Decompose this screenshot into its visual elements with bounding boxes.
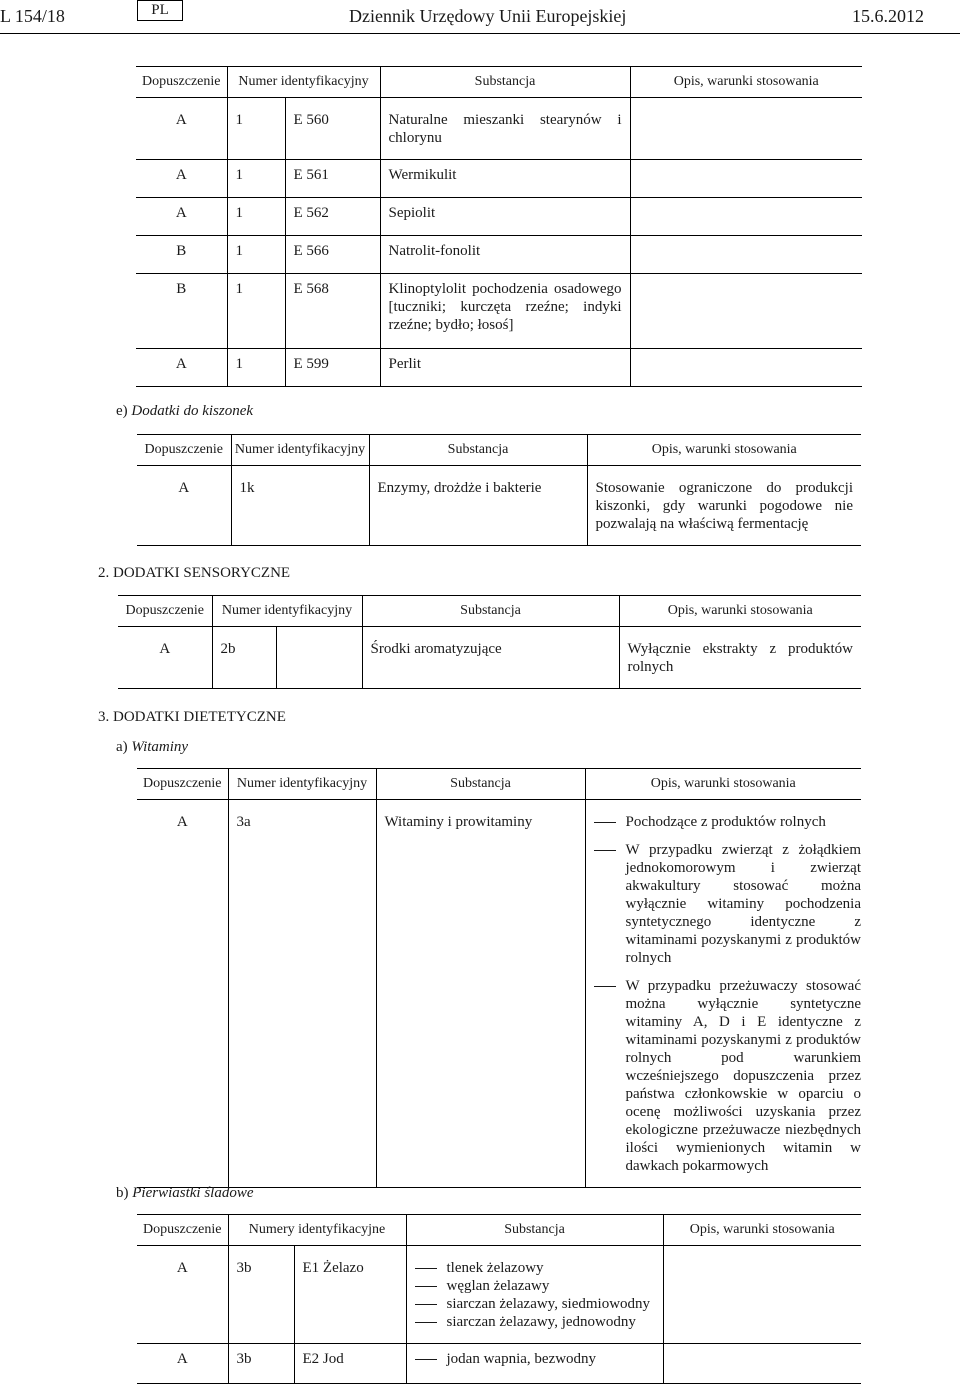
- cell-substance: [406, 1246, 663, 1344]
- cell-substance: Sepiolit: [380, 198, 630, 236]
- table-row: [137, 800, 861, 1188]
- cell-substance: Klinoptylolit pochodzenia osadowego [tuczniki; kurczęta rzeźne; indyki rzeźne; bydło; łosoś]: [380, 274, 630, 349]
- section-3b-heading: [116, 1184, 254, 1202]
- table-trace-elements: [137, 1214, 861, 1384]
- cell-approval: A: [136, 198, 227, 236]
- cell-substance: Środki aromatyzujące: [362, 627, 619, 689]
- page-reference: L 154/18: [0, 6, 65, 26]
- cell-approval: A: [137, 1246, 228, 1344]
- header-rule: [0, 33, 960, 34]
- cell-approval: A: [136, 349, 227, 387]
- cell-code: E 561: [285, 160, 380, 198]
- col-substance: Substancja: [369, 435, 587, 466]
- table-vitamins: [137, 768, 861, 1188]
- cell-description: [630, 274, 862, 349]
- cell-description: [585, 800, 861, 1188]
- section-2-heading: 2. DODATKI SENSORYCZNE: [98, 565, 291, 581]
- cell-number: 2b: [212, 627, 276, 689]
- language-code: PL: [137, 0, 183, 21]
- substance-item: tlenek żelazowy: [415, 1259, 655, 1277]
- table-header: [136, 67, 862, 98]
- table-header: [137, 435, 861, 466]
- substance-item: węglan żelazawy: [415, 1277, 655, 1295]
- cell-approval: B: [136, 236, 227, 274]
- col-id-number: Numer identyfikacyjny: [212, 596, 362, 627]
- page-header: [0, 0, 960, 34]
- col-substance: Substancja: [380, 67, 630, 98]
- col-substance: Substancja: [376, 769, 585, 800]
- cell-code: E1 Żelazo: [294, 1246, 406, 1344]
- cell-number: 1: [227, 98, 285, 160]
- condition-item: W przypadku przeżuwaczy stosować można wyłącznie syntetyczne witaminy A, D i E identyczne z witaminami pozyskanymi z produktów rolnych pod warunkiem wcześniejszego dopuszczenia przez państwa członkowskie w oparciu o ocenę możliwości uzyskania przez ekologiczne przeżuwacze niezbędnych ilości wymienionych witamin w dawkach pokarmowych: [594, 977, 862, 1175]
- cell-approval: A: [137, 800, 228, 1188]
- section-e-heading: [116, 402, 253, 420]
- table-header: [137, 1215, 861, 1246]
- cell-description: [663, 1344, 861, 1384]
- table-row: [136, 160, 862, 198]
- cell-number: 1: [227, 160, 285, 198]
- table-row: [137, 1246, 861, 1344]
- cell-substance: Witaminy i prowitaminy: [376, 800, 585, 1188]
- table-row: [137, 1344, 861, 1384]
- journal-title: Dziennik Urzędowy Unii Europejskiej: [349, 6, 627, 26]
- cell-approval: A: [137, 466, 231, 546]
- cell-approval: A: [136, 160, 227, 198]
- condition-item: W przypadku zwierząt z żołądkiem jednokomorowym i zwierząt akwakultury stosować można wyłącznie witaminy pochodzenia syntetycznego identyczne z witaminami pozyskanymi z produktów rolnych: [594, 841, 862, 967]
- cell-description: [630, 349, 862, 387]
- cell-code: E 560: [285, 98, 380, 160]
- section-label: e): [116, 403, 128, 419]
- cell-substance: [406, 1344, 663, 1384]
- cell-substance: Natrolit-fonolit: [380, 236, 630, 274]
- col-description: Opis, warunki stosowania: [619, 596, 861, 627]
- col-approval: Dopuszczenie: [137, 435, 231, 466]
- cell-code: E 568: [285, 274, 380, 349]
- col-description: Opis, warunki stosowania: [630, 67, 862, 98]
- cell-substance: Perlit: [380, 349, 630, 387]
- table-feed-materials-e5xx: [136, 66, 862, 387]
- table-row: [136, 274, 862, 349]
- cell-number: 1: [227, 198, 285, 236]
- cell-code: E 566: [285, 236, 380, 274]
- col-approval: Dopuszczenie: [118, 596, 212, 627]
- table-row: [136, 236, 862, 274]
- cell-number: 3b: [228, 1344, 294, 1384]
- cell-substance: Naturalne mieszanki stearynów i chlorynu: [380, 98, 630, 160]
- col-approval: Dopuszczenie: [137, 769, 228, 800]
- table-row: [137, 466, 861, 546]
- table-silage-additives: [137, 434, 861, 546]
- col-id-number: Numer identyfikacyjny: [227, 67, 380, 98]
- cell-number: 3a: [228, 800, 376, 1188]
- section-3-heading: 3. DODATKI DIETETYCZNE: [98, 709, 286, 725]
- cell-approval: A: [136, 98, 227, 160]
- section-label: a): [116, 739, 128, 755]
- table-header: [137, 769, 861, 800]
- cell-number: 1: [227, 236, 285, 274]
- table-row: [136, 98, 862, 160]
- cell-approval: A: [137, 1344, 228, 1384]
- cell-code: E2 Jod: [294, 1344, 406, 1384]
- substance-item: siarczan żelazawy, siedmiowodny: [415, 1295, 655, 1313]
- cell-code: [276, 627, 362, 689]
- cell-number: 1k: [231, 466, 369, 546]
- cell-description: Stosowanie ograniczone do produkcji kiszonki, gdy warunki pogodowe nie pozwalają na właściwą fermentację: [587, 466, 861, 546]
- col-approval: Dopuszczenie: [137, 1215, 228, 1246]
- section-title: Dodatki do kiszonek: [131, 403, 254, 419]
- cell-code: E 599: [285, 349, 380, 387]
- col-substance: Substancja: [406, 1215, 663, 1246]
- cell-number: 3b: [228, 1246, 294, 1344]
- cell-number: 1: [227, 274, 285, 349]
- cell-description: [630, 236, 862, 274]
- col-description: Opis, warunki stosowania: [663, 1215, 861, 1246]
- col-id-number: Numery identyfikacyjne: [228, 1215, 406, 1246]
- table-row: [136, 198, 862, 236]
- condition-item: Pochodzące z produktów rolnych: [594, 813, 862, 831]
- substance-item: jodan wapnia, bezwodny: [415, 1350, 655, 1368]
- publication-date: 15.6.2012: [852, 6, 924, 26]
- cell-description: [663, 1246, 861, 1344]
- col-id-number: Numer identyfikacyjny: [228, 769, 376, 800]
- col-substance: Substancja: [362, 596, 619, 627]
- cell-approval: B: [136, 274, 227, 349]
- cell-description: [630, 198, 862, 236]
- col-description: Opis, warunki stosowania: [585, 769, 861, 800]
- cell-description: Wyłącznie ekstrakty z produktów rolnych: [619, 627, 861, 689]
- section-title: Pierwiastki śladowe: [132, 1185, 254, 1201]
- section-3a-heading: [116, 738, 188, 756]
- table-row: [118, 627, 861, 689]
- cell-description: [630, 160, 862, 198]
- cell-number: 1: [227, 349, 285, 387]
- col-description: Opis, warunki stosowania: [587, 435, 861, 466]
- cell-approval: A: [118, 627, 212, 689]
- col-approval: Dopuszczenie: [136, 67, 227, 98]
- table-row: [136, 349, 862, 387]
- section-title: Witaminy: [131, 739, 189, 755]
- table-sensory-additives: [118, 595, 861, 689]
- cell-description: [630, 98, 862, 160]
- table-header: [118, 596, 861, 627]
- cell-substance: Wermikulit: [380, 160, 630, 198]
- section-label: b): [116, 1185, 129, 1201]
- cell-substance: Enzymy, drożdże i bakterie: [369, 466, 587, 546]
- col-id-number: Numer identyfikacyjny: [231, 435, 369, 466]
- cell-code: E 562: [285, 198, 380, 236]
- substance-item: siarczan żelazawy, jednowodny: [415, 1313, 655, 1331]
